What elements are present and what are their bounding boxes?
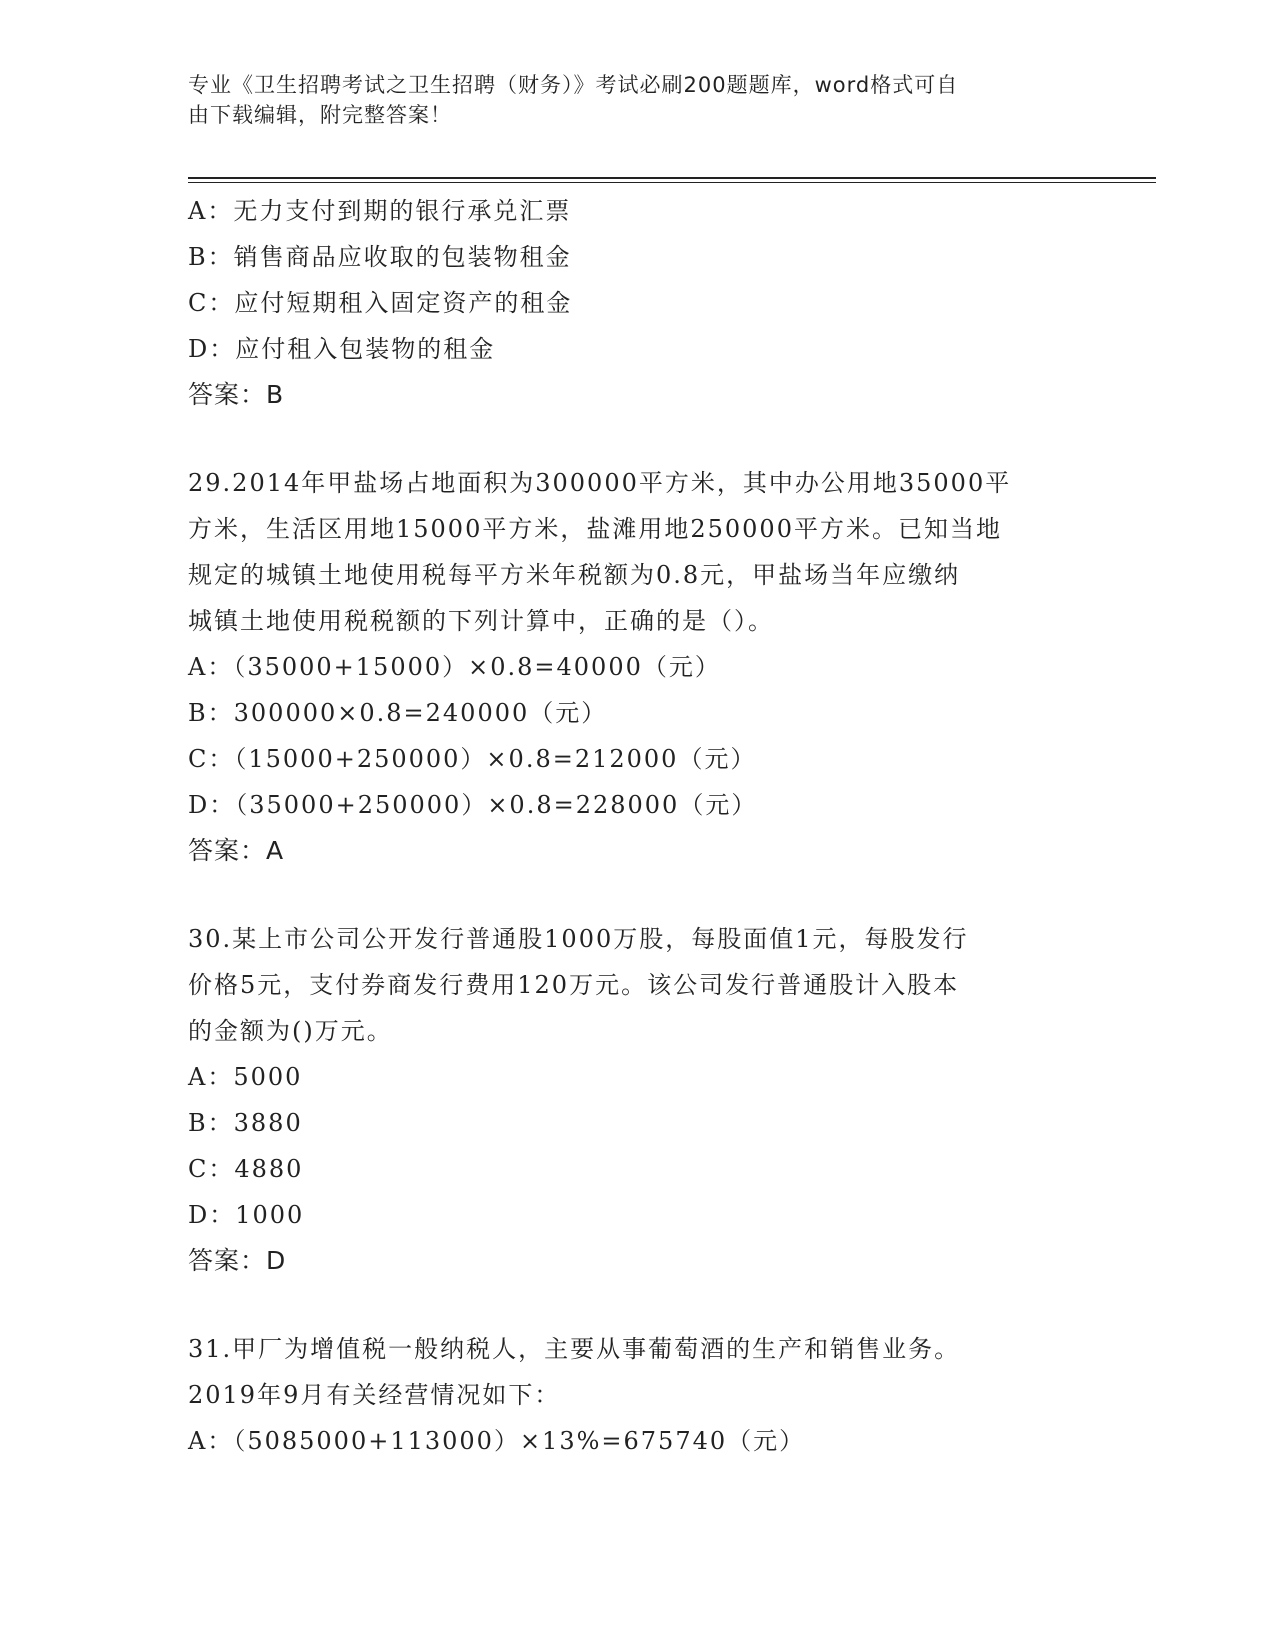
question-stem-line: 29.2014年甲盐场占地面积为300000平方米，其中办公用地35000平 xyxy=(188,469,1012,497)
question-stem-line: 规定的城镇土地使用税每平方米年税额为0.8元，甲盐场当年应缴纳 xyxy=(188,561,961,589)
option-b: B：销售商品应收取的包装物租金 xyxy=(188,243,572,271)
question-list xyxy=(188,188,1088,1464)
document-header xyxy=(188,70,1068,130)
question-stem-line: 价格5元，支付券商发行费用120万元。该公司发行普通股计入股本 xyxy=(188,971,960,999)
question-stem-line: 的金额为()万元。 xyxy=(188,1017,393,1045)
question-30 xyxy=(188,916,1088,1284)
option-d: D：（35000+250000）×0.8=228000（元） xyxy=(188,791,758,819)
option-c: C：4880 xyxy=(188,1155,304,1183)
question-29 xyxy=(188,460,1088,874)
answer: 答案：B xyxy=(188,380,285,409)
header-line-1: 专业《卫生招聘考试之卫生招聘（财务）》考试必刷200题题库，word格式可自 xyxy=(188,73,959,97)
option-d: D：1000 xyxy=(188,1201,305,1229)
header-line-2: 由下载编辑，附完整答案！ xyxy=(188,103,452,127)
option-d: D：应付租入包装物的租金 xyxy=(188,335,496,363)
question-31 xyxy=(188,1326,1088,1464)
option-c: C：应付短期租入固定资产的租金 xyxy=(188,289,573,317)
question-stem-line: 方米，生活区用地15000平方米，盐滩用地250000平方米。已知当地 xyxy=(188,515,1002,543)
question-stem-line: 31.甲厂为增值税一般纳税人，主要从事葡萄酒的生产和销售业务。 xyxy=(188,1335,961,1363)
answer: 答案：A xyxy=(188,836,285,865)
spacer xyxy=(188,874,1088,916)
header-divider-thick xyxy=(188,177,1156,179)
answer: 答案：D xyxy=(188,1246,287,1275)
question-stem-line: 30.某上市公司公开发行普通股1000万股，每股面值1元，每股发行 xyxy=(188,925,969,953)
option-b: B：3880 xyxy=(188,1109,303,1137)
option-b: B：300000×0.8=240000（元） xyxy=(188,699,608,727)
spacer xyxy=(188,418,1088,460)
question-stem-line: 城镇土地使用税税额的下列计算中，正确的是（）。 xyxy=(188,607,774,635)
option-a: A：5000 xyxy=(188,1063,303,1091)
option-c: C：（15000+250000）×0.8=212000（元） xyxy=(188,745,757,773)
question-stem-line: 2019年9月有关经营情况如下： xyxy=(188,1381,561,1409)
question-28-continued xyxy=(188,188,1088,418)
option-a: A：（5085000+113000）×13%=675740（元） xyxy=(188,1427,806,1455)
option-a: A：（35000+15000）×0.8=40000（元） xyxy=(188,653,721,681)
option-a: A：无力支付到期的银行承兑汇票 xyxy=(188,197,572,225)
header-divider-thin xyxy=(188,182,1156,183)
spacer xyxy=(188,1284,1088,1326)
